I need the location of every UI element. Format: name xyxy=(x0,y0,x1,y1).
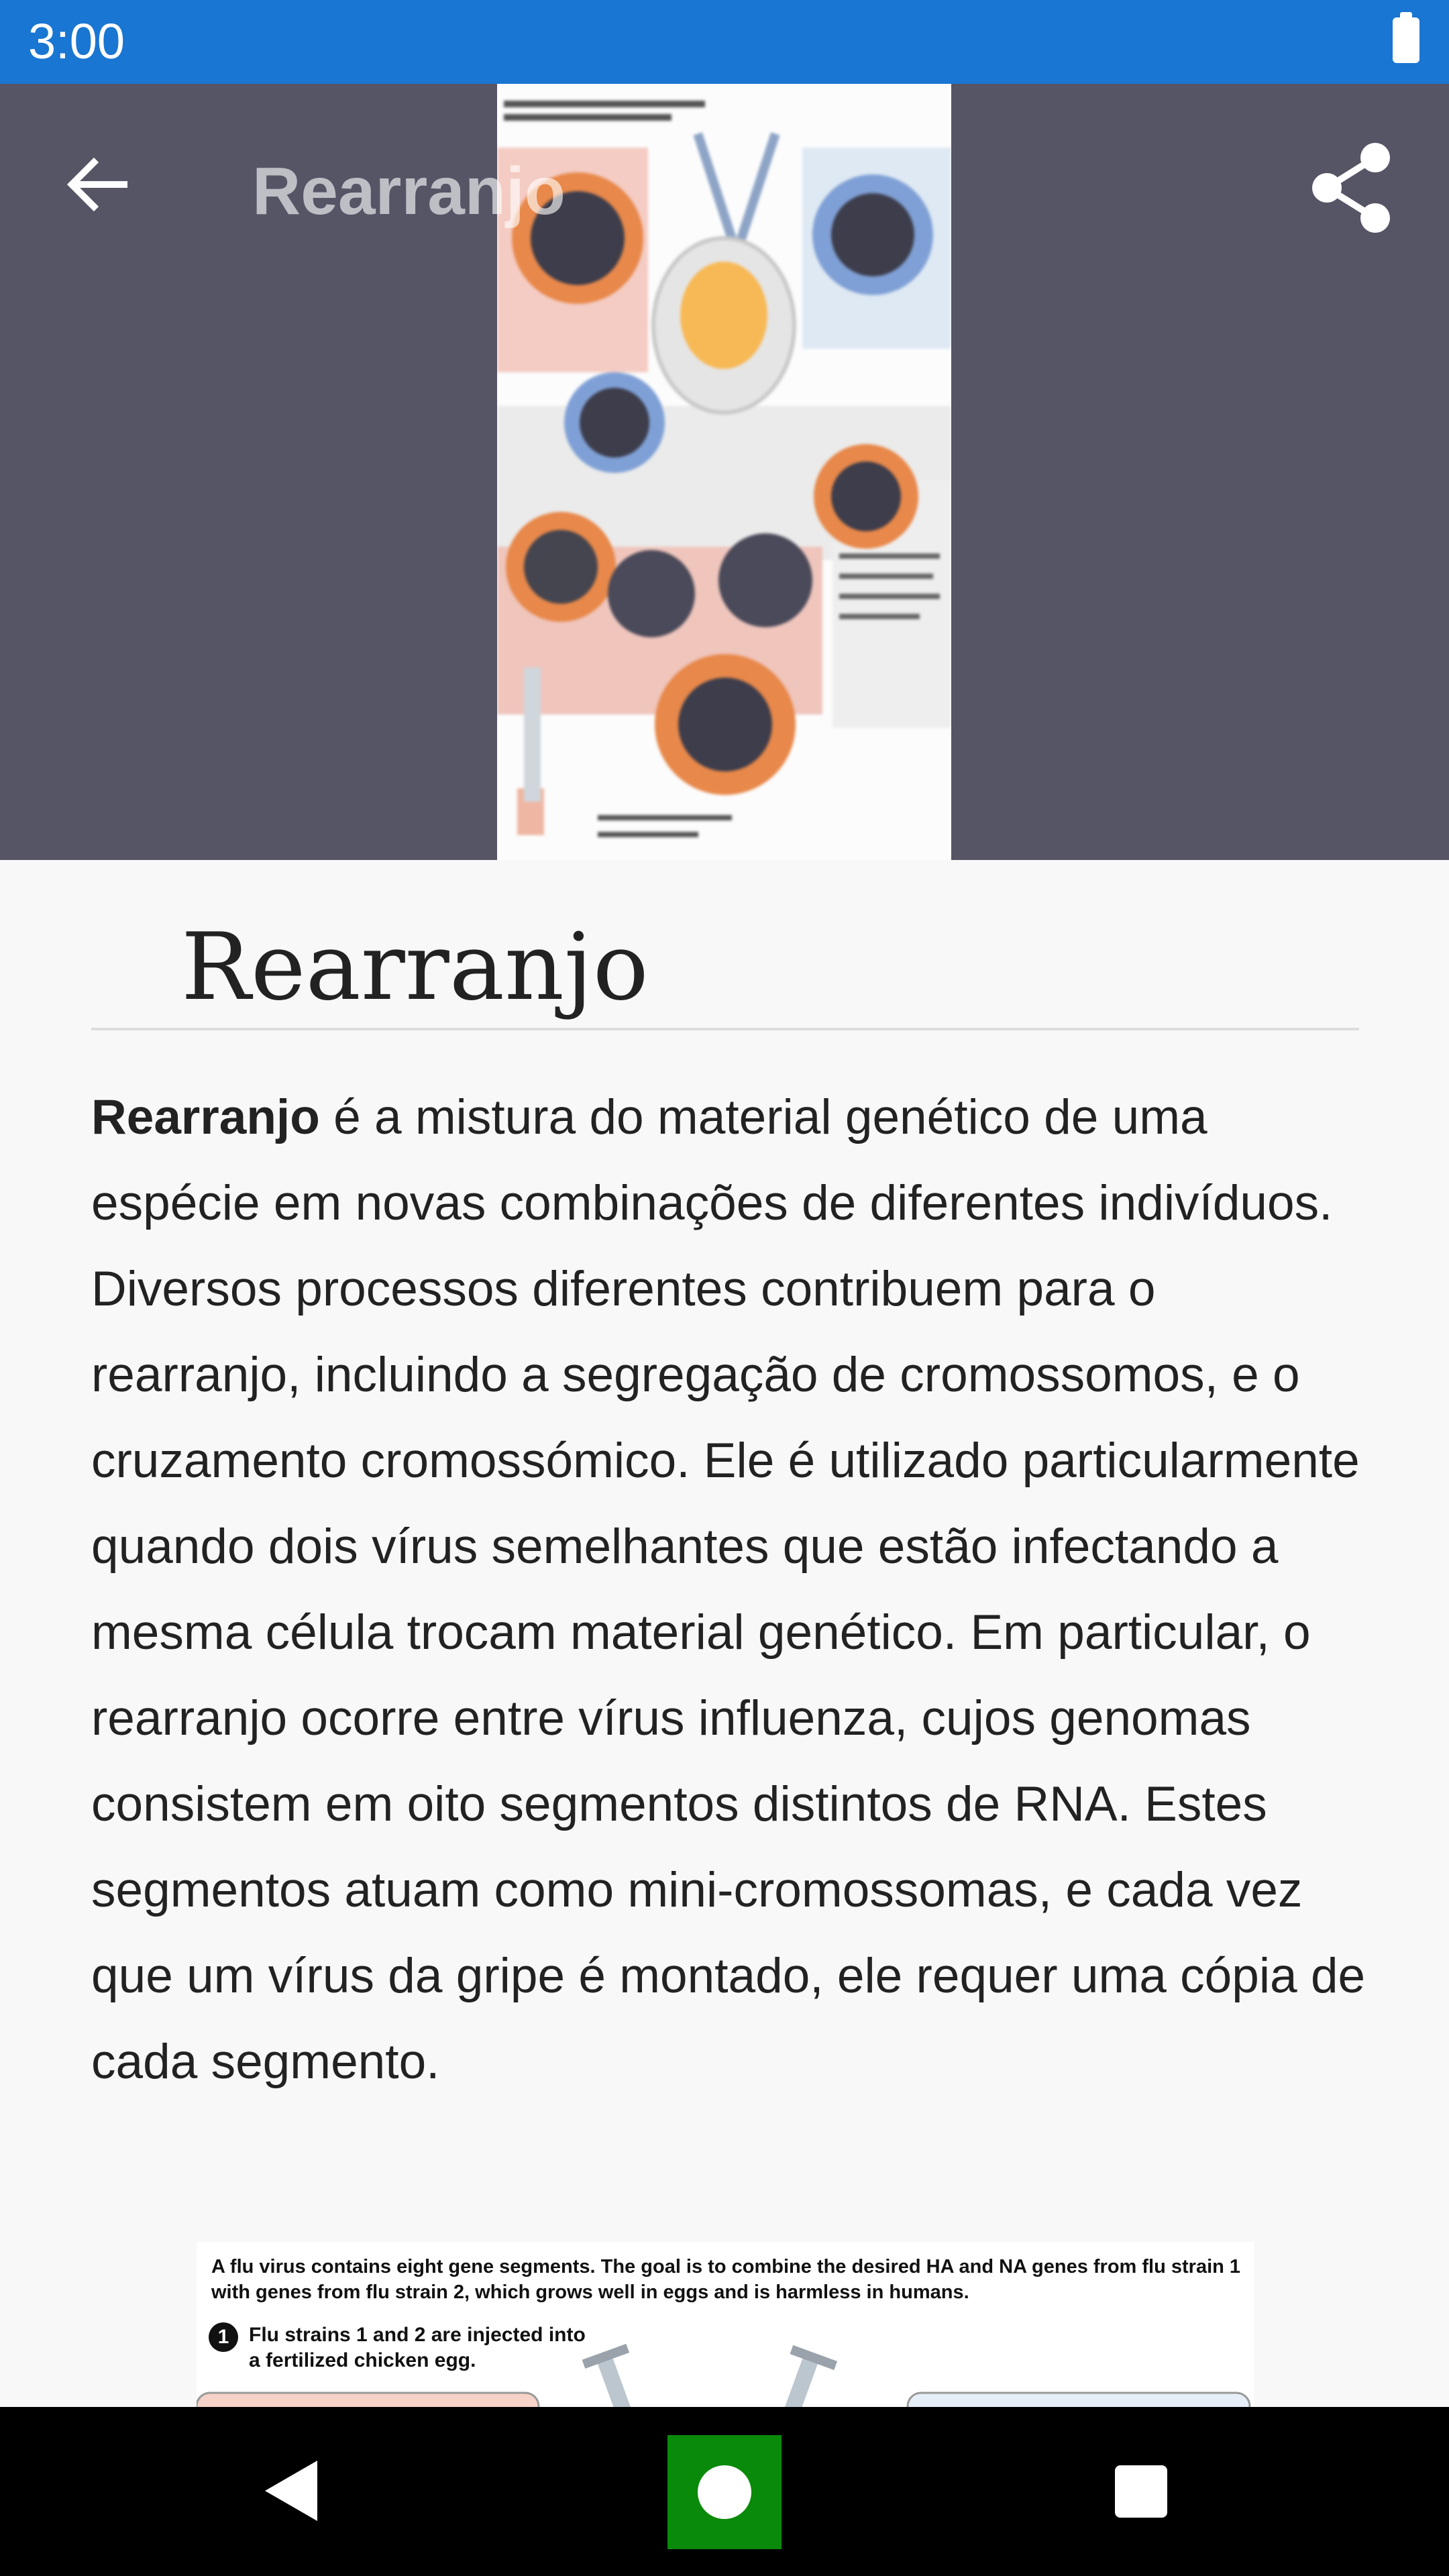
back-button[interactable] xyxy=(60,148,134,221)
step-number: 1 xyxy=(209,2322,238,2352)
article-title: Rearranjo xyxy=(181,913,649,1021)
status-time: 3:00 xyxy=(28,13,125,69)
title-divider xyxy=(91,1028,1359,1030)
navigation-bar xyxy=(0,2407,1449,2576)
nav-back-button[interactable] xyxy=(265,2461,319,2524)
battery-icon xyxy=(1393,17,1419,63)
step-text: Flu strains 1 and 2 are injected into a fertilized chicken egg. xyxy=(249,2324,586,2371)
article-figure[interactable] xyxy=(197,2242,1254,2407)
arrow-back-icon xyxy=(60,148,134,221)
nav-recents-button[interactable] xyxy=(1115,2465,1167,2518)
figure-illustration xyxy=(197,2242,1254,2407)
article-paragraph xyxy=(91,1075,1366,2105)
figure-caption: A flu virus contains eight gene segments. The goal is to combine the desired HA and NA genes from flu strain 1 with genes from flu strain 2, which grows well in eggs and is harmless in humans. xyxy=(211,2256,1241,2303)
nav-home-button[interactable] xyxy=(667,2435,782,2549)
share-button[interactable] xyxy=(1301,138,1402,238)
article-header xyxy=(0,84,1449,860)
status-bar xyxy=(0,0,1449,84)
article-lead-term: Rearranjo xyxy=(91,1090,320,1144)
nav-back-icon xyxy=(265,2461,319,2521)
toolbar-title: Rearranjo xyxy=(252,154,566,229)
article-content xyxy=(0,860,1449,2407)
article-text: é a mistura do material genético de uma espécie em novas combinações de diferentes indivíduos. Diversos processos diferentes contribuem para o rearranjo, incluindo a segregação de cromossomos, e o cruzamento cromossómico. Ele é utilizado particularmente quando dois vírus semelhantes que estão infectando a mesma célula trocam material genético. Em particular, o rearranjo ocorre entre vírus influenza, cujos genomas consistem em oito segmentos distintos de RNA. Estes segmentos atuam como mini-cromossomas, e cada vez que um vírus da gripe é montado, ele requer uma cópia de cada segmento. xyxy=(91,1090,1366,2089)
share-icon xyxy=(1301,138,1402,238)
